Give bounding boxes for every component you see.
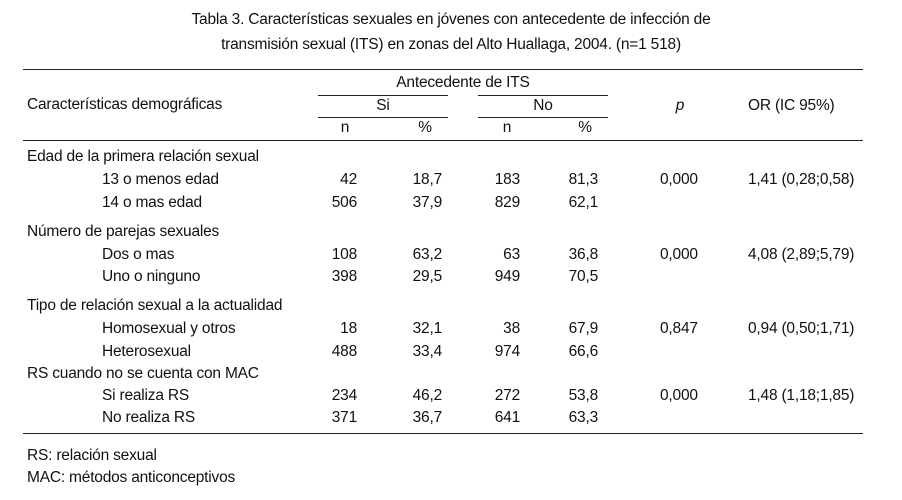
p-value-cell: 0,000 bbox=[660, 387, 698, 404]
no-pct-cell: 36,8 bbox=[568, 246, 598, 263]
si-pct-cell: 32,1 bbox=[412, 320, 442, 337]
row-label: Homosexual y otros bbox=[102, 320, 236, 337]
header-no-n: n bbox=[502, 119, 512, 136]
row-label: Heterosexual bbox=[102, 343, 191, 360]
no-n-cell: 38 bbox=[503, 320, 520, 337]
no-n-cell: 63 bbox=[503, 246, 520, 263]
si-n-cell: 234 bbox=[331, 387, 357, 404]
si-n-cell: 398 bbox=[331, 268, 357, 285]
no-n-cell: 949 bbox=[494, 268, 520, 285]
no-n-cell: 272 bbox=[494, 387, 520, 404]
group-label: RS cuando no se cuenta con MAC bbox=[27, 365, 259, 382]
top-rule bbox=[23, 69, 863, 70]
header-si-pct: % bbox=[418, 119, 432, 136]
footnote: RS: relación sexual bbox=[27, 447, 157, 464]
no-pct-cell: 62,1 bbox=[568, 194, 598, 211]
p-value-cell: 0,847 bbox=[660, 320, 698, 337]
group-label: Tipo de relación sexual a la actualidad bbox=[27, 297, 283, 314]
no-n-cell: 974 bbox=[494, 343, 520, 360]
header-odds-ratio: OR (IC 95%) bbox=[748, 97, 835, 114]
si-pct-cell: 37,9 bbox=[412, 194, 442, 211]
no-pct-cell: 81,3 bbox=[568, 171, 598, 188]
row-label: 14 o mas edad bbox=[102, 194, 202, 211]
row-label: 13 o menos edad bbox=[102, 171, 219, 188]
si-n-cell: 506 bbox=[331, 194, 357, 211]
header-row-label: Características demográficas bbox=[27, 96, 223, 113]
odds-ratio-cell: 1,48 (1,18;1,85) bbox=[748, 387, 855, 404]
row-label: Si realiza RS bbox=[102, 387, 189, 404]
no-n-cell: 641 bbox=[494, 409, 520, 426]
group-label: Edad de la primera relación sexual bbox=[27, 148, 259, 165]
row-label: Uno o ninguno bbox=[102, 268, 201, 285]
table-title-line-1: Tabla 3. Características sexuales en jóvenes con antecedente de infección de bbox=[191, 11, 711, 28]
si-pct-cell: 46,2 bbox=[412, 387, 442, 404]
no-pct-cell: 63,3 bbox=[568, 409, 598, 426]
header-si: Si bbox=[376, 97, 390, 114]
header-group-label: Antecedente de ITS bbox=[396, 74, 530, 91]
odds-ratio-cell: 0,94 (0,50;1,71) bbox=[748, 320, 855, 337]
footnote: MAC: métodos anticonceptivos bbox=[27, 469, 236, 486]
si-n-cell: 42 bbox=[340, 171, 357, 188]
si-n-cell: 371 bbox=[331, 409, 357, 426]
si-pct-cell: 18,7 bbox=[412, 171, 442, 188]
p-value-cell: 0,000 bbox=[660, 171, 698, 188]
si-n-cell: 18 bbox=[340, 320, 357, 337]
table-title-line-2: transmisión sexual (ITS) en zonas del Alto Huallaga, 2004. (n=1 518) bbox=[221, 36, 681, 53]
header-no: No bbox=[533, 97, 553, 114]
row-label: No realiza RS bbox=[102, 409, 196, 426]
si-n-cell: 488 bbox=[331, 343, 357, 360]
header-no-pct: % bbox=[578, 119, 592, 136]
group-label: Número de parejas sexuales bbox=[27, 223, 220, 240]
si-pct-cell: 33,4 bbox=[412, 343, 442, 360]
si-pct-cell: 63,2 bbox=[412, 246, 442, 263]
no-pct-cell: 53,8 bbox=[568, 387, 598, 404]
header-bottom-rule bbox=[23, 140, 863, 141]
si-pct-cell: 36,7 bbox=[412, 409, 442, 426]
bottom-rule bbox=[23, 433, 863, 434]
si-pct-cell: 29,5 bbox=[412, 268, 442, 285]
no-pct-cell: 70,5 bbox=[568, 268, 598, 285]
header-si-n: n bbox=[340, 119, 350, 136]
no-n-cell: 829 bbox=[494, 194, 520, 211]
p-value-cell: 0,000 bbox=[660, 246, 698, 263]
odds-ratio-cell: 4,08 (2,89;5,79) bbox=[748, 246, 855, 263]
no-pct-cell: 66,6 bbox=[568, 343, 598, 360]
si-n-cell: 108 bbox=[331, 246, 357, 263]
header-p-value: p bbox=[675, 97, 685, 114]
no-pct-cell: 67,9 bbox=[568, 320, 598, 337]
row-label: Dos o mas bbox=[102, 246, 175, 263]
odds-ratio-cell: 1,41 (0,28;0,58) bbox=[748, 171, 855, 188]
no-n-cell: 183 bbox=[494, 171, 520, 188]
